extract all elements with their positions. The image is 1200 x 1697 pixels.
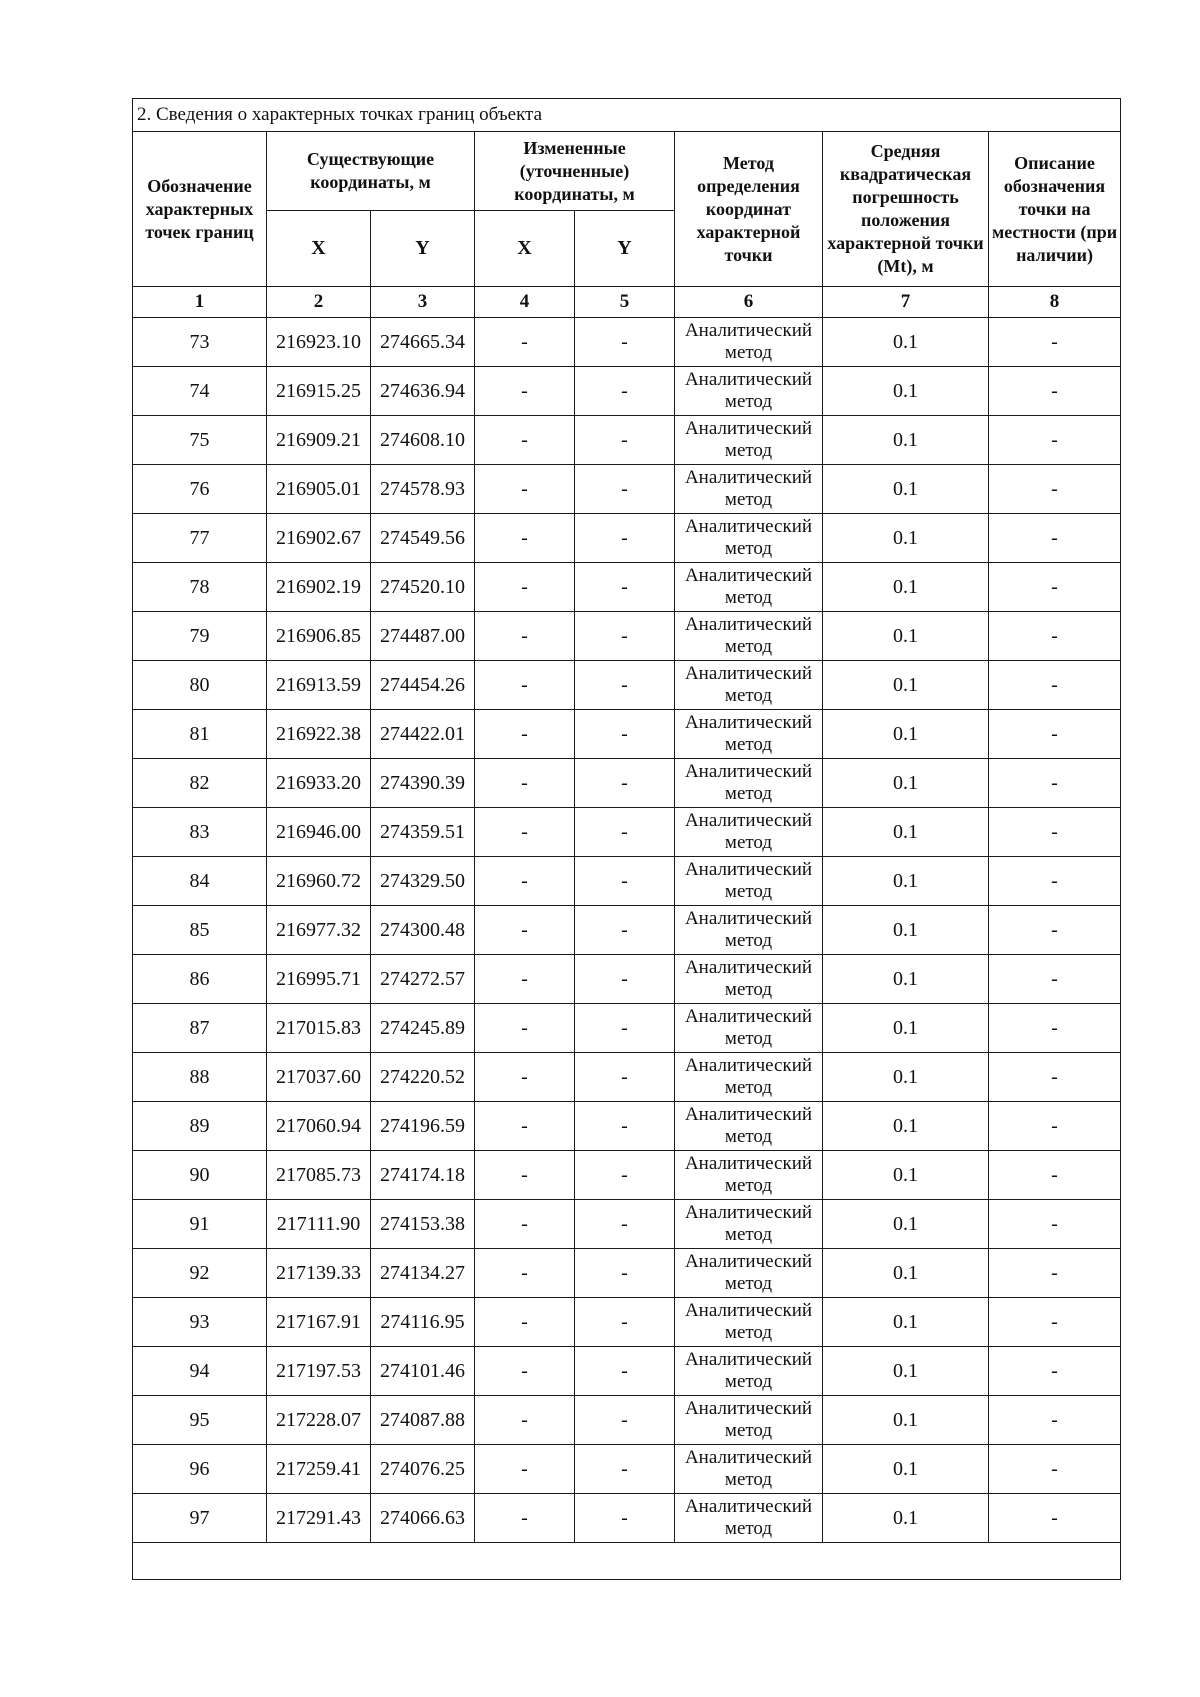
method-cell: Аналитический метод bbox=[675, 1053, 823, 1102]
error-cell: 0.1 bbox=[823, 1004, 989, 1053]
description-cell: - bbox=[989, 416, 1121, 465]
point-id-cell: 84 bbox=[133, 857, 267, 906]
changed-x-cell: - bbox=[475, 710, 575, 759]
existing-y-cell: 274422.01 bbox=[371, 710, 475, 759]
changed-x-cell: - bbox=[475, 1347, 575, 1396]
header-changed-y: Y bbox=[575, 211, 675, 287]
error-cell: 0.1 bbox=[823, 1151, 989, 1200]
changed-y-cell: - bbox=[575, 906, 675, 955]
point-id-cell: 75 bbox=[133, 416, 267, 465]
existing-y-cell: 274549.56 bbox=[371, 514, 475, 563]
table-row bbox=[133, 1298, 1121, 1347]
changed-x-cell: - bbox=[475, 612, 575, 661]
table-row bbox=[133, 710, 1121, 759]
error-cell: 0.1 bbox=[823, 759, 989, 808]
changed-x-cell: - bbox=[475, 514, 575, 563]
changed-y-cell: - bbox=[575, 759, 675, 808]
method-cell: Аналитический метод bbox=[675, 1445, 823, 1494]
point-id-cell: 83 bbox=[133, 808, 267, 857]
existing-x-cell: 216906.85 bbox=[267, 612, 371, 661]
point-id-cell: 95 bbox=[133, 1396, 267, 1445]
table-row bbox=[133, 1004, 1121, 1053]
header-error: Средняя квадратическая погрешность положения характерной точки (Mt), м bbox=[823, 132, 989, 287]
table-row bbox=[133, 955, 1121, 1004]
method-cell: Аналитический метод bbox=[675, 1298, 823, 1347]
changed-y-cell: - bbox=[575, 1249, 675, 1298]
table-body bbox=[133, 318, 1121, 1543]
error-cell: 0.1 bbox=[823, 563, 989, 612]
method-cell: Аналитический метод bbox=[675, 1396, 823, 1445]
existing-x-cell: 217139.33 bbox=[267, 1249, 371, 1298]
header-designation: Обозначение характерных точек границ bbox=[133, 132, 267, 287]
error-cell: 0.1 bbox=[823, 857, 989, 906]
header-changed-x: X bbox=[475, 211, 575, 287]
method-cell: Аналитический метод bbox=[675, 1249, 823, 1298]
existing-x-cell: 216922.38 bbox=[267, 710, 371, 759]
table-row bbox=[133, 318, 1121, 367]
changed-y-cell: - bbox=[575, 1151, 675, 1200]
method-cell: Аналитический метод bbox=[675, 318, 823, 367]
boundary-points-table bbox=[132, 98, 1121, 1580]
error-cell: 0.1 bbox=[823, 465, 989, 514]
existing-x-cell: 217259.41 bbox=[267, 1445, 371, 1494]
changed-y-cell: - bbox=[575, 857, 675, 906]
table-row bbox=[133, 759, 1121, 808]
error-cell: 0.1 bbox=[823, 416, 989, 465]
column-number: 2 bbox=[267, 287, 371, 318]
point-id-cell: 79 bbox=[133, 612, 267, 661]
existing-y-cell: 274134.27 bbox=[371, 1249, 475, 1298]
changed-x-cell: - bbox=[475, 906, 575, 955]
table-row bbox=[133, 1151, 1121, 1200]
point-id-cell: 86 bbox=[133, 955, 267, 1004]
changed-x-cell: - bbox=[475, 661, 575, 710]
changed-y-cell: - bbox=[575, 514, 675, 563]
header-existing-x: X bbox=[267, 211, 371, 287]
existing-y-cell: 274329.50 bbox=[371, 857, 475, 906]
description-cell: - bbox=[989, 514, 1121, 563]
existing-x-cell: 216902.67 bbox=[267, 514, 371, 563]
method-cell: Аналитический метод bbox=[675, 906, 823, 955]
point-id-cell: 76 bbox=[133, 465, 267, 514]
error-cell: 0.1 bbox=[823, 514, 989, 563]
point-id-cell: 85 bbox=[133, 906, 267, 955]
existing-x-cell: 216960.72 bbox=[267, 857, 371, 906]
description-cell: - bbox=[989, 1004, 1121, 1053]
description-cell: - bbox=[989, 1151, 1121, 1200]
point-id-cell: 88 bbox=[133, 1053, 267, 1102]
description-cell: - bbox=[989, 563, 1121, 612]
existing-x-cell: 216915.25 bbox=[267, 367, 371, 416]
error-cell: 0.1 bbox=[823, 1396, 989, 1445]
error-cell: 0.1 bbox=[823, 906, 989, 955]
existing-x-cell: 216933.20 bbox=[267, 759, 371, 808]
table-row bbox=[133, 906, 1121, 955]
changed-y-cell: - bbox=[575, 1396, 675, 1445]
column-number: 1 bbox=[133, 287, 267, 318]
error-cell: 0.1 bbox=[823, 367, 989, 416]
table-row bbox=[133, 465, 1121, 514]
existing-y-cell: 274636.94 bbox=[371, 367, 475, 416]
existing-x-cell: 216902.19 bbox=[267, 563, 371, 612]
changed-x-cell: - bbox=[475, 1004, 575, 1053]
point-id-cell: 81 bbox=[133, 710, 267, 759]
description-cell: - bbox=[989, 1249, 1121, 1298]
error-cell: 0.1 bbox=[823, 1347, 989, 1396]
error-cell: 0.1 bbox=[823, 1445, 989, 1494]
error-cell: 0.1 bbox=[823, 661, 989, 710]
method-cell: Аналитический метод bbox=[675, 710, 823, 759]
point-id-cell: 94 bbox=[133, 1347, 267, 1396]
changed-y-cell: - bbox=[575, 612, 675, 661]
column-number: 6 bbox=[675, 287, 823, 318]
error-cell: 0.1 bbox=[823, 1298, 989, 1347]
table-row bbox=[133, 808, 1121, 857]
method-cell: Аналитический метод bbox=[675, 1102, 823, 1151]
changed-x-cell: - bbox=[475, 1494, 575, 1543]
header-existing-coordinates: Существующие координаты, м bbox=[267, 132, 475, 211]
document-page bbox=[132, 98, 1120, 1580]
column-number: 5 bbox=[575, 287, 675, 318]
header-changed-coordinates: Измененные (уточненные) координаты, м bbox=[475, 132, 675, 211]
existing-x-cell: 216995.71 bbox=[267, 955, 371, 1004]
point-id-cell: 74 bbox=[133, 367, 267, 416]
table-footer-row bbox=[133, 1543, 1121, 1580]
table-row bbox=[133, 661, 1121, 710]
error-cell: 0.1 bbox=[823, 612, 989, 661]
existing-y-cell: 274487.00 bbox=[371, 612, 475, 661]
existing-x-cell: 217228.07 bbox=[267, 1396, 371, 1445]
method-cell: Аналитический метод bbox=[675, 563, 823, 612]
point-id-cell: 96 bbox=[133, 1445, 267, 1494]
table-row bbox=[133, 1347, 1121, 1396]
changed-x-cell: - bbox=[475, 1151, 575, 1200]
changed-x-cell: - bbox=[475, 465, 575, 514]
table-row bbox=[133, 367, 1121, 416]
table-row bbox=[133, 1396, 1121, 1445]
header-existing-y: Y bbox=[371, 211, 475, 287]
changed-x-cell: - bbox=[475, 416, 575, 465]
error-cell: 0.1 bbox=[823, 1053, 989, 1102]
existing-y-cell: 274272.57 bbox=[371, 955, 475, 1004]
description-cell: - bbox=[989, 1396, 1121, 1445]
method-cell: Аналитический метод bbox=[675, 1347, 823, 1396]
changed-x-cell: - bbox=[475, 857, 575, 906]
existing-y-cell: 274454.26 bbox=[371, 661, 475, 710]
description-cell: - bbox=[989, 367, 1121, 416]
changed-x-cell: - bbox=[475, 808, 575, 857]
method-cell: Аналитический метод bbox=[675, 416, 823, 465]
error-cell: 0.1 bbox=[823, 710, 989, 759]
existing-y-cell: 274578.93 bbox=[371, 465, 475, 514]
point-id-cell: 93 bbox=[133, 1298, 267, 1347]
existing-y-cell: 274608.10 bbox=[371, 416, 475, 465]
table-row bbox=[133, 1200, 1121, 1249]
changed-y-cell: - bbox=[575, 1053, 675, 1102]
table-row bbox=[133, 1494, 1121, 1543]
existing-y-cell: 274390.39 bbox=[371, 759, 475, 808]
changed-x-cell: - bbox=[475, 1249, 575, 1298]
changed-y-cell: - bbox=[575, 1347, 675, 1396]
existing-x-cell: 217085.73 bbox=[267, 1151, 371, 1200]
table-row bbox=[133, 1102, 1121, 1151]
changed-x-cell: - bbox=[475, 367, 575, 416]
description-cell: - bbox=[989, 759, 1121, 808]
column-number: 4 bbox=[475, 287, 575, 318]
description-cell: - bbox=[989, 1200, 1121, 1249]
existing-y-cell: 274245.89 bbox=[371, 1004, 475, 1053]
changed-y-cell: - bbox=[575, 1200, 675, 1249]
changed-x-cell: - bbox=[475, 318, 575, 367]
changed-x-cell: - bbox=[475, 1053, 575, 1102]
point-id-cell: 73 bbox=[133, 318, 267, 367]
existing-y-cell: 274076.25 bbox=[371, 1445, 475, 1494]
changed-y-cell: - bbox=[575, 955, 675, 1004]
description-cell: - bbox=[989, 808, 1121, 857]
changed-x-cell: - bbox=[475, 563, 575, 612]
changed-y-cell: - bbox=[575, 563, 675, 612]
column-number: 8 bbox=[989, 287, 1121, 318]
error-cell: 0.1 bbox=[823, 808, 989, 857]
changed-y-cell: - bbox=[575, 367, 675, 416]
existing-x-cell: 216923.10 bbox=[267, 318, 371, 367]
method-cell: Аналитический метод bbox=[675, 514, 823, 563]
existing-y-cell: 274359.51 bbox=[371, 808, 475, 857]
existing-y-cell: 274196.59 bbox=[371, 1102, 475, 1151]
point-id-cell: 97 bbox=[133, 1494, 267, 1543]
section-title: 2. Сведения о характерных точках границ объекта bbox=[133, 99, 1121, 132]
method-cell: Аналитический метод bbox=[675, 612, 823, 661]
changed-x-cell: - bbox=[475, 955, 575, 1004]
method-cell: Аналитический метод bbox=[675, 808, 823, 857]
changed-x-cell: - bbox=[475, 1200, 575, 1249]
method-cell: Аналитический метод bbox=[675, 857, 823, 906]
error-cell: 0.1 bbox=[823, 1249, 989, 1298]
method-cell: Аналитический метод bbox=[675, 1151, 823, 1200]
changed-y-cell: - bbox=[575, 1494, 675, 1543]
description-cell: - bbox=[989, 612, 1121, 661]
description-cell: - bbox=[989, 1053, 1121, 1102]
point-id-cell: 80 bbox=[133, 661, 267, 710]
existing-x-cell: 216909.21 bbox=[267, 416, 371, 465]
existing-y-cell: 274300.48 bbox=[371, 906, 475, 955]
method-cell: Аналитический метод bbox=[675, 1494, 823, 1543]
point-id-cell: 87 bbox=[133, 1004, 267, 1053]
existing-x-cell: 216977.32 bbox=[267, 906, 371, 955]
existing-y-cell: 274101.46 bbox=[371, 1347, 475, 1396]
description-cell: - bbox=[989, 465, 1121, 514]
table-row bbox=[133, 1249, 1121, 1298]
existing-x-cell: 217037.60 bbox=[267, 1053, 371, 1102]
changed-y-cell: - bbox=[575, 416, 675, 465]
description-cell: - bbox=[989, 906, 1121, 955]
changed-x-cell: - bbox=[475, 1396, 575, 1445]
existing-x-cell: 217060.94 bbox=[267, 1102, 371, 1151]
description-cell: - bbox=[989, 661, 1121, 710]
point-id-cell: 78 bbox=[133, 563, 267, 612]
error-cell: 0.1 bbox=[823, 1200, 989, 1249]
description-cell: - bbox=[989, 710, 1121, 759]
existing-x-cell: 217291.43 bbox=[267, 1494, 371, 1543]
table-row bbox=[133, 1445, 1121, 1494]
description-cell: - bbox=[989, 1102, 1121, 1151]
changed-y-cell: - bbox=[575, 1298, 675, 1347]
description-cell: - bbox=[989, 955, 1121, 1004]
existing-y-cell: 274087.88 bbox=[371, 1396, 475, 1445]
existing-x-cell: 217111.90 bbox=[267, 1200, 371, 1249]
existing-x-cell: 216905.01 bbox=[267, 465, 371, 514]
point-id-cell: 92 bbox=[133, 1249, 267, 1298]
existing-x-cell: 217167.91 bbox=[267, 1298, 371, 1347]
description-cell: - bbox=[989, 857, 1121, 906]
point-id-cell: 82 bbox=[133, 759, 267, 808]
existing-y-cell: 274665.34 bbox=[371, 318, 475, 367]
error-cell: 0.1 bbox=[823, 318, 989, 367]
header-method: Метод определения координат характерной точки bbox=[675, 132, 823, 287]
table-row bbox=[133, 563, 1121, 612]
column-number: 7 bbox=[823, 287, 989, 318]
error-cell: 0.1 bbox=[823, 1494, 989, 1543]
changed-x-cell: - bbox=[475, 1298, 575, 1347]
column-number: 3 bbox=[371, 287, 475, 318]
existing-x-cell: 217197.53 bbox=[267, 1347, 371, 1396]
point-id-cell: 89 bbox=[133, 1102, 267, 1151]
changed-x-cell: - bbox=[475, 1102, 575, 1151]
header-description: Описание обозначения точки на местности (при наличии) bbox=[989, 132, 1121, 287]
method-cell: Аналитический метод bbox=[675, 465, 823, 514]
description-cell: - bbox=[989, 1298, 1121, 1347]
existing-y-cell: 274116.95 bbox=[371, 1298, 475, 1347]
description-cell: - bbox=[989, 318, 1121, 367]
error-cell: 0.1 bbox=[823, 955, 989, 1004]
changed-y-cell: - bbox=[575, 808, 675, 857]
table-row bbox=[133, 857, 1121, 906]
method-cell: Аналитический метод bbox=[675, 661, 823, 710]
description-cell: - bbox=[989, 1445, 1121, 1494]
point-id-cell: 91 bbox=[133, 1200, 267, 1249]
method-cell: Аналитический метод bbox=[675, 955, 823, 1004]
existing-x-cell: 216946.00 bbox=[267, 808, 371, 857]
description-cell: - bbox=[989, 1347, 1121, 1396]
method-cell: Аналитический метод bbox=[675, 759, 823, 808]
changed-y-cell: - bbox=[575, 661, 675, 710]
error-cell: 0.1 bbox=[823, 1102, 989, 1151]
existing-x-cell: 217015.83 bbox=[267, 1004, 371, 1053]
table-row bbox=[133, 612, 1121, 661]
point-id-cell: 90 bbox=[133, 1151, 267, 1200]
changed-y-cell: - bbox=[575, 465, 675, 514]
changed-x-cell: - bbox=[475, 1445, 575, 1494]
empty-footer-cell bbox=[133, 1543, 1121, 1580]
existing-x-cell: 216913.59 bbox=[267, 661, 371, 710]
table-row bbox=[133, 416, 1121, 465]
existing-y-cell: 274153.38 bbox=[371, 1200, 475, 1249]
point-id-cell: 77 bbox=[133, 514, 267, 563]
existing-y-cell: 274066.63 bbox=[371, 1494, 475, 1543]
existing-y-cell: 274174.18 bbox=[371, 1151, 475, 1200]
changed-y-cell: - bbox=[575, 1102, 675, 1151]
column-numbers-row bbox=[133, 287, 1121, 318]
changed-y-cell: - bbox=[575, 318, 675, 367]
method-cell: Аналитический метод bbox=[675, 1004, 823, 1053]
changed-y-cell: - bbox=[575, 1445, 675, 1494]
changed-x-cell: - bbox=[475, 759, 575, 808]
description-cell: - bbox=[989, 1494, 1121, 1543]
changed-y-cell: - bbox=[575, 1004, 675, 1053]
table-row bbox=[133, 1053, 1121, 1102]
table-row bbox=[133, 514, 1121, 563]
existing-y-cell: 274520.10 bbox=[371, 563, 475, 612]
existing-y-cell: 274220.52 bbox=[371, 1053, 475, 1102]
changed-y-cell: - bbox=[575, 710, 675, 759]
method-cell: Аналитический метод bbox=[675, 1200, 823, 1249]
method-cell: Аналитический метод bbox=[675, 367, 823, 416]
